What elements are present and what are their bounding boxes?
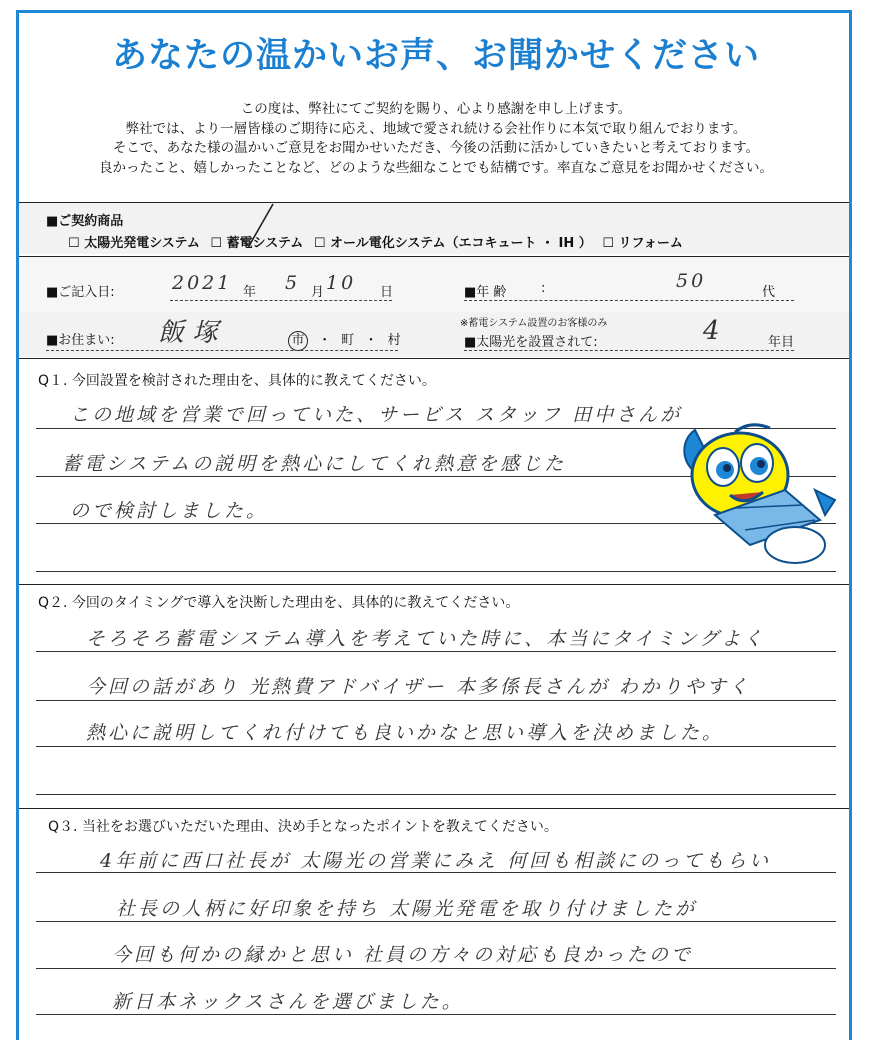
answer-3-line[interactable]: 4年前に西口社長が 太陽光の営業にみえ 何回も相談にのってもらい: [100, 850, 771, 872]
divider: [19, 584, 849, 585]
product-all-electric: オール電化システム（エコキュート ・ IH ）: [330, 236, 592, 251]
question-1: Q１. 今回設置を検討された理由を、具体的に教えてください。: [38, 373, 436, 389]
age-label: ■年 齢: [464, 285, 507, 300]
answer-2-line[interactable]: そろそろ蓄電システム導入を考えていた時に、本当にタイミングよく: [86, 628, 766, 650]
age-colon: :: [541, 281, 546, 296]
solar-years-underline: [464, 350, 794, 351]
answer-2-line[interactable]: 今回の話があり 光熱費アドバイザー 本多係長さんが わかりやすく: [86, 676, 751, 698]
product-storage: 蓄電システム: [226, 236, 304, 251]
answer-rule: [36, 872, 836, 873]
answer-rule: [36, 921, 836, 922]
answer-rule: [36, 1014, 836, 1015]
address-options: [288, 329, 401, 351]
answer-1-line[interactable]: ので検討しました。: [70, 500, 269, 522]
month-unit: 月: [311, 285, 325, 300]
address-value[interactable]: 飯塚: [158, 318, 227, 348]
city-option-circled[interactable]: 市: [288, 331, 308, 351]
answer-3-line[interactable]: 今回も何かの縁かと思い 社員の方々の対応も良かったので: [112, 944, 694, 966]
answer-rule: [36, 746, 836, 747]
intro-line: この度は、弊社にてご契約を賜り、心より感謝を申し上げます。: [240, 101, 632, 117]
village-option[interactable]: 村: [387, 333, 401, 348]
date-age-band: [19, 256, 849, 312]
checkbox-icon[interactable]: ☐: [210, 236, 223, 251]
solar-years-label: ■太陽光を設置されて:: [464, 335, 598, 350]
answer-rule: [36, 794, 836, 795]
intro-line: そこで、あなた様の温かいご意見をお聞かせいただき、今後の活動に活かしていきたいと考えております。: [112, 140, 760, 157]
divider: [19, 202, 849, 203]
age-underline: [464, 300, 794, 301]
answer-rule: [36, 968, 836, 969]
products-heading: ■ご契約商品: [46, 214, 124, 229]
entry-month-value[interactable]: 5: [285, 272, 301, 294]
intro-line: 弊社では、より一層皆様のご期待に応え、地域で愛され続ける会社作りに本気で取り組んでおります。: [125, 120, 747, 137]
question-3: Q３. 当社をお選びいただいた理由、決め手となったポイントを教えてください。: [48, 819, 558, 835]
separator: ・: [364, 333, 378, 348]
entry-date-label: ■ご記入日:: [46, 285, 115, 300]
entry-day-value[interactable]: 10: [326, 272, 357, 294]
separator: ・: [318, 333, 332, 348]
divider: [19, 358, 849, 359]
age-unit: 代: [762, 285, 776, 300]
answer-1-line[interactable]: 蓄電システムの説明を熱心にしてくれ熱意を感じた: [62, 453, 567, 475]
checkbox-icon[interactable]: ☐: [313, 236, 326, 251]
product-reform: リフォーム: [618, 236, 683, 251]
product-solar: 太陽光発電システム: [84, 236, 200, 251]
address-label: ■お住まい:: [46, 333, 115, 348]
divider: [19, 256, 849, 257]
checkbox-icon[interactable]: ☐: [602, 236, 614, 251]
question-2: Q２. 今回のタイミングで導入を決断した理由を、具体的に教えてください。: [38, 595, 520, 611]
check-mark-icon: [237, 200, 277, 250]
intro-text: [60, 100, 812, 178]
entry-year-value[interactable]: 2021: [172, 272, 233, 294]
solar-years-unit: 年目: [768, 335, 795, 350]
age-value[interactable]: 50: [676, 270, 707, 292]
answer-3-line[interactable]: 新日本ネックスさんを選びました。: [112, 991, 464, 1013]
solar-years-note: ※蓄電システム設置のお客様のみ: [460, 318, 608, 329]
page-title: あなたの温かいお声、お聞かせください: [111, 36, 760, 76]
checkbox-icon[interactable]: ☐: [68, 236, 80, 251]
intro-line: 良かったこと、嬉しかったことなど、どのような些細なことでも結構です。率直なご意見をお聞かせください。: [99, 159, 773, 176]
year-unit: 年: [243, 285, 257, 300]
entry-date-underline: [170, 300, 392, 301]
address-underline: [46, 350, 398, 351]
answer-3-line[interactable]: 社長の人柄に好印象を持ち 太陽光発電を取り付けましたが: [116, 898, 698, 920]
product-options: [68, 232, 683, 251]
day-unit: 日: [380, 285, 394, 300]
mascot-icon: [675, 420, 840, 575]
answer-rule: [36, 700, 836, 701]
divider: [19, 808, 849, 809]
town-option[interactable]: 町: [341, 333, 355, 348]
answer-rule: [36, 651, 836, 652]
answer-2-line[interactable]: 熱心に説明してくれ付けても良いかなと思い導入を決めました。: [86, 722, 725, 744]
solar-years-value[interactable]: 4: [703, 316, 728, 346]
answer-1-line[interactable]: この地域を営業で回っていた、サービス スタッフ 田中さんが: [70, 404, 683, 426]
